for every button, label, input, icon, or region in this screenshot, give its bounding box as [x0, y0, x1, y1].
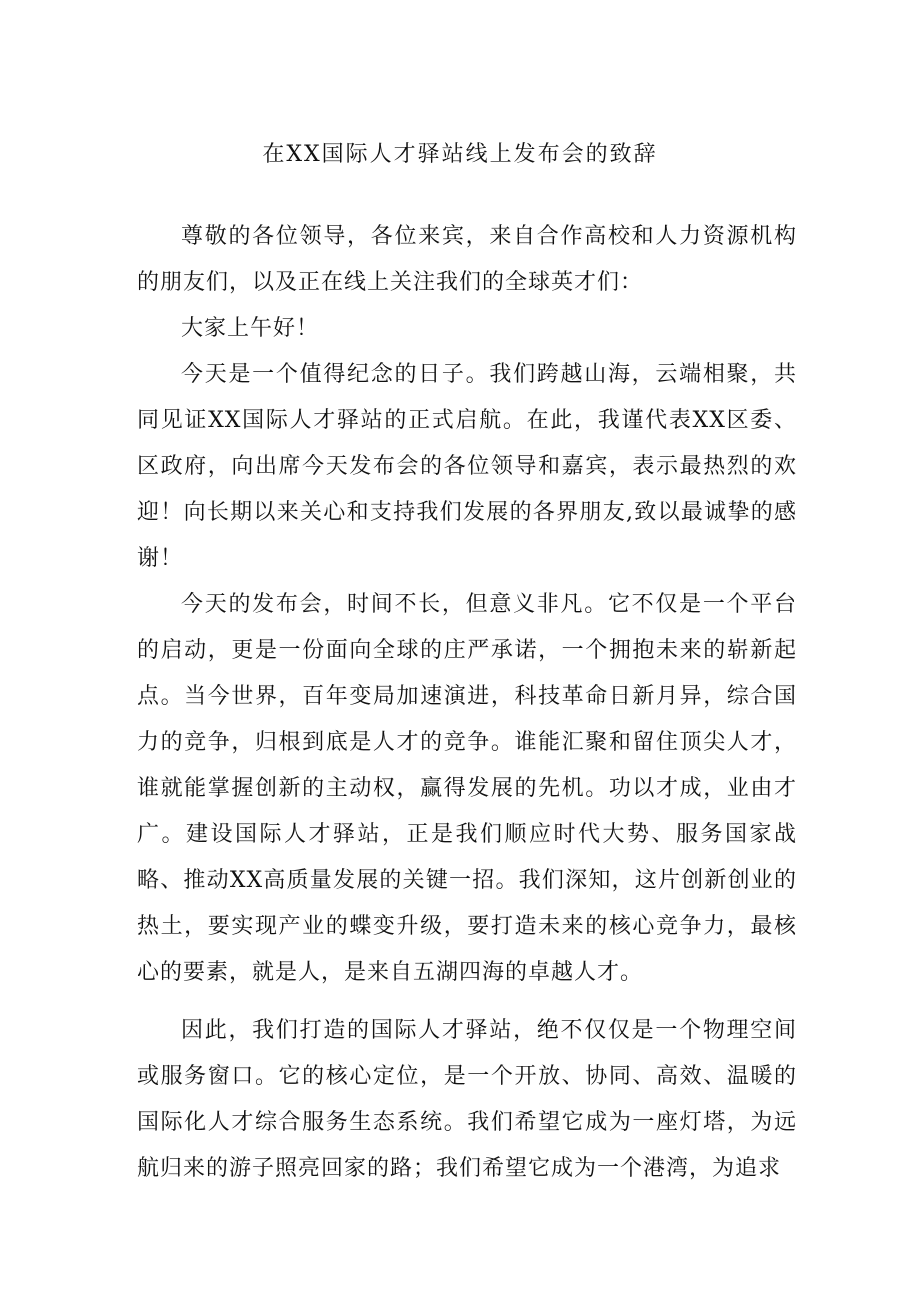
paragraph-welcome: 今天是一个值得纪念的日子。我们跨越山海，云端相聚，共同见证XX国际人才驿站的正式启航。在此，我谨代表XX区委、区政府，向出席今天发布会的各位领导和嘉宾，表示最热烈的欢迎！向长期以来关心和支持我们发展的各界朋友,致以最诚挚的感谢！: [137, 362, 797, 571]
document-body: [137, 214, 797, 1192]
paragraph-positioning: 因此，我们打造的国际人才驿站，绝不仅仅是一个物理空间或服务窗口。它的核心定位，是一个开放、协同、高效、温暖的国际化人才综合服务生态系统。我们希望它成为一座灯塔，为远航归来的游子照亮回家的路；我们希望它成为一个港湾，为追求: [137, 1018, 797, 1181]
paragraph-significance: 今天的发布会，时间不长，但意义非凡。它不仅是一个平台的启动，更是一份面向全球的庄严承诺，一个拥抱未来的崭新起点。当今世界，百年变局加速演进，科技革命日新月异，综合国力的竞争，归根到底是人才的竞争。谁能汇聚和留住顶尖人才，谁就能掌握创新的主动权，赢得发展的先机。功以才成，业由才广。建设国际人才驿站，正是我们顺应时代大势、服务国家战略、推动XX高质量发展的关键一招。我们深知，这片创新创业的热土，要实现产业的蝶变升级，要打造未来的核心竞争力，最核心的要素，就是人，是来自五湖四海的卓越人才。: [137, 592, 797, 985]
paragraph-salutation: 大家上午好！: [181, 316, 320, 341]
paragraph-greeting: 尊敬的各位领导，各位来宾，来自合作高校和人力资源机构的朋友们，以及正在线上关注我们的全球英才们：: [137, 224, 797, 295]
document-title: 在XX国际人才驿站线上发布会的致辞: [262, 142, 658, 167]
